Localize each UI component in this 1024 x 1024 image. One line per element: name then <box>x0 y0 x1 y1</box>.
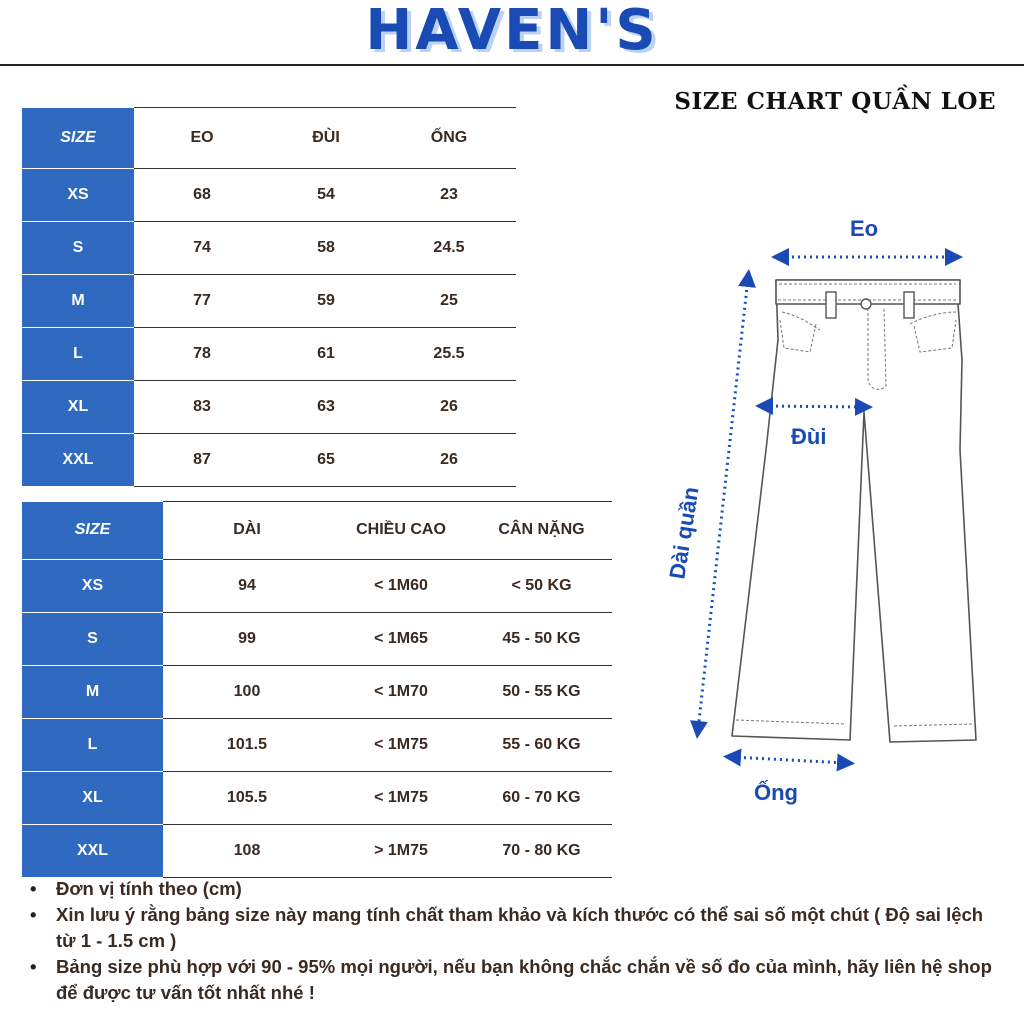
size-label: XL <box>22 771 163 824</box>
size-label: L <box>22 327 134 380</box>
size-label: L <box>22 718 163 771</box>
table-row <box>22 612 612 665</box>
waist-value: 77 <box>134 274 270 327</box>
weight-value: < 50 KG <box>471 559 612 612</box>
size-label: M <box>22 665 163 718</box>
header-size: SIZE <box>22 108 134 169</box>
thigh-value: 59 <box>270 274 382 327</box>
weight-value: 70 - 80 KG <box>471 824 612 877</box>
header-length: DÀI <box>163 502 331 560</box>
note-item: • Đơn vị tính theo (cm) <box>30 876 1000 902</box>
hem-arrow <box>732 757 846 763</box>
hem-value: 25.5 <box>382 327 516 380</box>
length-value: 108 <box>163 824 331 877</box>
size-label: XS <box>22 559 163 612</box>
table-row <box>22 221 516 274</box>
height-value: > 1M75 <box>331 824 471 877</box>
length-value: 99 <box>163 612 331 665</box>
waist-value: 78 <box>134 327 270 380</box>
waist-value: 83 <box>134 380 270 433</box>
hem-value: 24.5 <box>382 221 516 274</box>
waist-label: Eo <box>850 216 879 241</box>
table-row <box>22 327 516 380</box>
header-waist: EO <box>134 108 270 169</box>
note-item: • Xin lưu ý rằng bảng size này mang tính chất tham khảo và kích thước có thể sai số một chút ( Độ sai lệch từ 1 - 1.5 cm ) <box>30 902 1000 954</box>
pants-illustration <box>660 200 1020 820</box>
waist-value: 68 <box>134 168 270 221</box>
hem-label: Ống <box>754 780 798 805</box>
weight-value: 50 - 55 KG <box>471 665 612 718</box>
table-row <box>22 168 516 221</box>
table-row <box>22 771 612 824</box>
length-value: 100 <box>163 665 331 718</box>
size-table-fit <box>22 501 612 878</box>
size-table-measurements <box>22 107 516 487</box>
header-thigh: ĐÙI <box>270 108 382 169</box>
thigh-value: 63 <box>270 380 382 433</box>
header-size: SIZE <box>22 502 163 560</box>
height-value: < 1M75 <box>331 718 471 771</box>
length-value: 94 <box>163 559 331 612</box>
thigh-value: 65 <box>270 433 382 486</box>
height-value: < 1M60 <box>331 559 471 612</box>
note-item: • Bảng size phù hợp với 90 - 95% mọi người, nếu bạn không chắc chắn về số đo của mình, hãy liên hệ shop để được tư vấn tốt nhất nhé ! <box>30 954 1000 1006</box>
header-hem: ỐNG <box>382 108 516 169</box>
size-label: S <box>22 221 134 274</box>
table-row <box>22 665 612 718</box>
hem-value: 25 <box>382 274 516 327</box>
hem-value: 26 <box>382 433 516 486</box>
thigh-label: Đùi <box>791 424 827 449</box>
pants-diagram <box>660 200 1020 820</box>
length-label: Dài quần <box>664 485 704 581</box>
size-label: XXL <box>22 433 134 486</box>
length-value: 101.5 <box>163 718 331 771</box>
height-value: < 1M75 <box>331 771 471 824</box>
table-header-row <box>22 502 612 560</box>
length-value: 105.5 <box>163 771 331 824</box>
table-row <box>22 274 516 327</box>
thigh-value: 61 <box>270 327 382 380</box>
weight-value: 60 - 70 KG <box>471 771 612 824</box>
table-header-row <box>22 108 516 169</box>
thigh-value: 54 <box>270 168 382 221</box>
brand-logo: HAVEN'S <box>365 0 659 63</box>
size-label: S <box>22 612 163 665</box>
size-label: M <box>22 274 134 327</box>
table-row <box>22 433 516 486</box>
height-value: < 1M65 <box>331 612 471 665</box>
weight-value: 45 - 50 KG <box>471 612 612 665</box>
weight-value: 55 - 60 KG <box>471 718 612 771</box>
height-value: < 1M70 <box>331 665 471 718</box>
header-divider <box>0 64 1024 66</box>
header-weight: CÂN NẶNG <box>471 502 612 560</box>
table-row <box>22 380 516 433</box>
size-label: XL <box>22 380 134 433</box>
waist-value: 87 <box>134 433 270 486</box>
page-title: SIZE CHART QUẦN LOE <box>674 88 996 115</box>
waist-value: 74 <box>134 221 270 274</box>
button-icon <box>861 299 871 309</box>
hem-value: 23 <box>382 168 516 221</box>
size-label: XXL <box>22 824 163 877</box>
table-row <box>22 718 612 771</box>
header-height: CHIỀU CAO <box>331 502 471 560</box>
table-row <box>22 824 612 877</box>
hem-value: 26 <box>382 380 516 433</box>
thigh-value: 58 <box>270 221 382 274</box>
notes-list <box>30 876 1000 1006</box>
size-label: XS <box>22 168 134 221</box>
table-row <box>22 559 612 612</box>
